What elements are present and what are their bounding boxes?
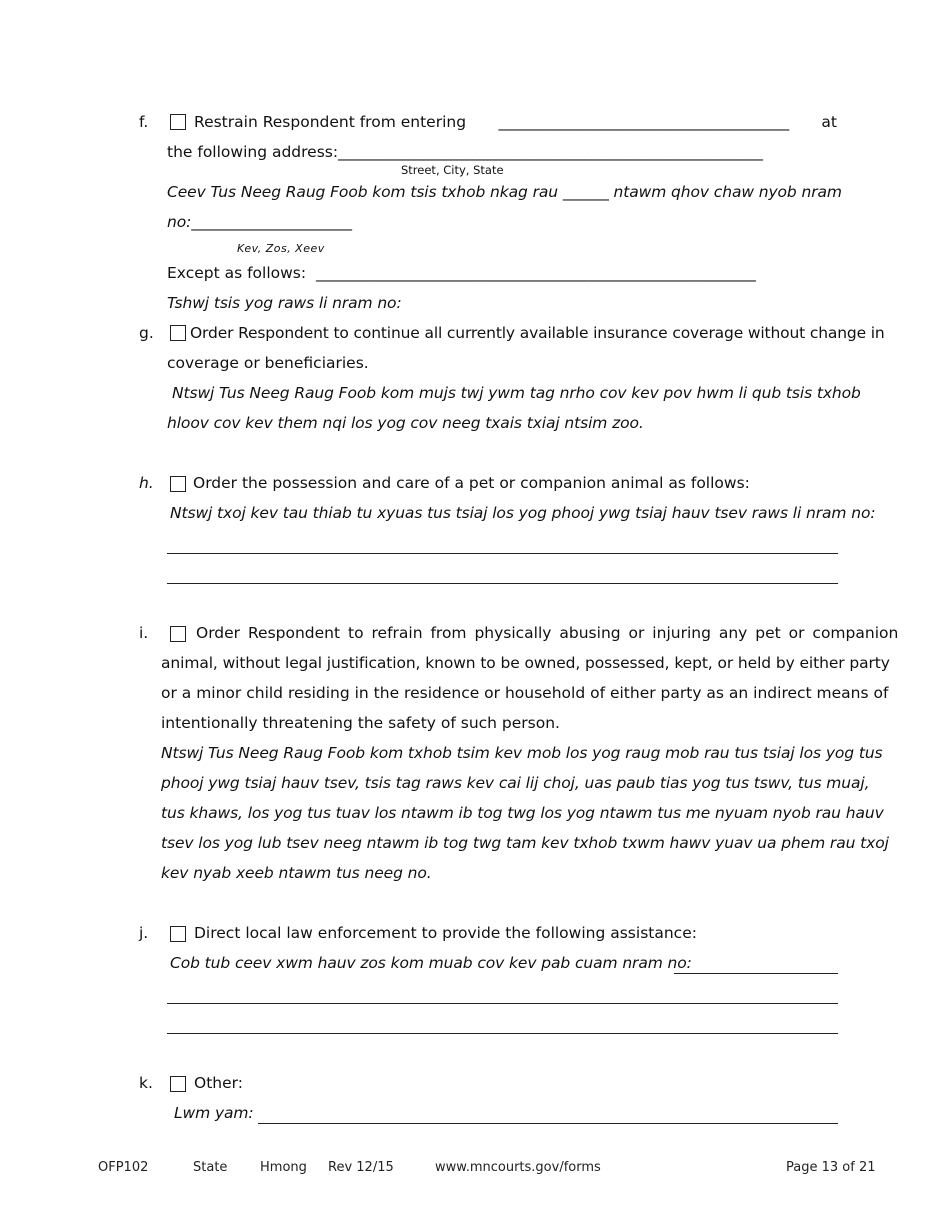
item-j-line1: Direct local law enforcement to provide the following assistance: xyxy=(194,924,697,942)
item-g-line1: Order Respondent to continue all currently available insurance coverage without change in xyxy=(190,324,885,342)
item-i-line2: animal, without legal justification, known to be owned, possessed, kept, or held by either party xyxy=(161,654,890,672)
item-f-label: Restrain Respondent from entering xyxy=(194,113,467,131)
item-g-hmong-line1: Ntswj Tus Neeg Raug Foob kom mujs twj ywm tag nrho cov kev pov hwm li qub tsis txhob xyxy=(172,384,861,402)
footer-language: Hmong xyxy=(260,1160,307,1175)
item-f-except-blank[interactable]: ___________________________________________________________ xyxy=(315,264,756,282)
item-f-line2 xyxy=(167,142,763,162)
item-h-answer-line-1[interactable] xyxy=(167,553,838,554)
item-i-line3: or a minor child residing in the residence or household of either party as an indirect means of xyxy=(161,684,889,702)
footer-revision: Rev 12/15 xyxy=(328,1160,394,1175)
item-i-checkbox[interactable] xyxy=(170,626,186,642)
item-k-checkbox[interactable] xyxy=(170,1076,186,1092)
item-h-checkbox[interactable] xyxy=(170,476,186,492)
item-f-address-hint: Street, City, State xyxy=(401,163,504,177)
item-j-hmong-line1: Cob tub ceev xwm hauv zos kom muab cov kev pab cuam nram no: xyxy=(170,954,692,972)
item-k-hmong-line1: Lwm yam: xyxy=(174,1104,254,1122)
item-g-marker: g. xyxy=(139,324,154,342)
item-i-hmong-line2: phooj ywg tsiaj hauv tsev, tsis tag raws kev cai lij choj, uas paub tias yog tus tswv, tus muaj, xyxy=(161,774,870,792)
item-f-entry-blank[interactable]: _______________________________________ xyxy=(498,113,790,131)
footer-page-number: Page 13 of 21 xyxy=(786,1160,876,1175)
item-i-hmong-line1: Ntswj Tus Neeg Raug Foob kom txhob tsim kev mob los yog raug mob rau tus tsiaj los yog tus xyxy=(161,744,883,762)
item-i-hmong-line3: tus khaws, los yog tus tuav los ntawm ib tog twg los yog ntawm tus me nyuam nyob rau hauv xyxy=(161,804,884,822)
footer-url[interactable]: www.mncourts.gov/forms xyxy=(435,1160,601,1175)
item-f-marker: f. xyxy=(139,113,149,131)
item-k-answer-line[interactable] xyxy=(258,1123,838,1124)
item-f-hmong-line1: Ceev Tus Neeg Raug Foob kom tsis txhob nkag rau ______ ntawm qhov chaw nyob nram xyxy=(167,183,842,201)
item-i-line1: Order Respondent to refrain from physically abusing or injuring any pet or companion xyxy=(196,624,899,642)
item-j-checkbox[interactable] xyxy=(170,926,186,942)
item-g-checkbox[interactable] xyxy=(170,325,186,341)
item-h-marker: h. xyxy=(139,474,154,492)
item-g-hmong-line2: hloov cov kev them nqi los yog cov neeg txais txiaj ntsim zoo. xyxy=(167,414,644,432)
item-j-answer-line-2[interactable] xyxy=(167,1033,838,1034)
item-f-address-label: the following address: xyxy=(167,143,339,161)
item-f-hmong-hint: Kev, Zos, Xeev xyxy=(237,242,325,255)
item-f-hmong-except: Tshwj tsis yog raws li nram no: xyxy=(167,294,402,312)
footer-jurisdiction: State xyxy=(193,1160,228,1175)
item-g-line2: coverage or beneficiaries. xyxy=(167,354,369,372)
item-h-hmong-line1: Ntswj txoj kev tau thiab tu xyuas tus tsiaj los yog phooj ywg tsiaj hauv tsev raws li nram no: xyxy=(170,504,876,522)
item-f-except-line xyxy=(167,263,756,283)
item-h-line1: Order the possession and care of a pet or companion animal as follows: xyxy=(193,474,750,492)
item-i-marker: i. xyxy=(139,624,149,642)
item-h-answer-line-2[interactable] xyxy=(167,583,838,584)
item-j-marker: j. xyxy=(139,924,149,942)
item-k-line1: Other: xyxy=(194,1074,243,1092)
item-i-hmong-line4: tsev los yog lub tsev neeg ntawm ib tog twg tam kev txhob txwm hawv yuav ua phem rau txoj xyxy=(161,834,889,852)
item-f-line1 xyxy=(194,112,837,132)
item-i-hmong-line5: kev nyab xeeb ntawm tus neeg no. xyxy=(161,864,432,882)
item-f-checkbox[interactable] xyxy=(170,114,186,130)
item-j-answer-line-inline[interactable] xyxy=(674,973,838,974)
item-f-address-blank[interactable]: _________________________________________________________ xyxy=(338,143,763,161)
footer-form-id: OFP102 xyxy=(98,1160,149,1175)
item-j-answer-line-1[interactable] xyxy=(167,1003,838,1004)
item-i-line4: intentionally threatening the safety of such person. xyxy=(161,714,560,732)
item-k-marker: k. xyxy=(139,1074,153,1092)
item-f-except-label: Except as follows: xyxy=(167,264,307,282)
item-f-hmong-line2[interactable]: no:_____________________ xyxy=(167,213,352,231)
item-f-suffix: at xyxy=(821,113,837,131)
